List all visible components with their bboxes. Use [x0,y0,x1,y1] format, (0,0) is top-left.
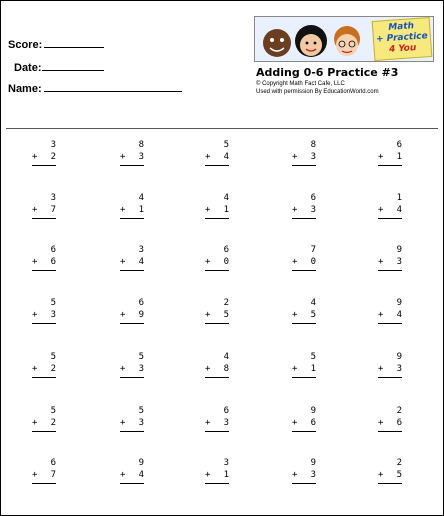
kid-eye [270,38,274,42]
answer-line[interactable] [378,165,402,166]
plus-sign: + [378,205,384,215]
bottom-addend: 2 [50,418,56,428]
plus-sign: + [205,152,211,162]
top-addend: 5 [223,140,229,150]
plus-sign: + [120,152,126,162]
date-label: Date: [14,62,42,74]
bottom-addend: 3 [396,257,402,267]
plus-sign: + [205,364,211,374]
plus-sign: + [292,257,298,267]
bottom-addend: 5 [310,310,316,320]
answer-line[interactable] [292,377,316,378]
answer-line[interactable] [205,218,229,219]
addition-problem [32,406,56,436]
plus-sign: + [120,310,126,320]
copyright-line: © Copyright Math Fact Cafe, LLC [256,81,345,87]
top-addend: 9 [396,298,402,308]
date-line[interactable] [42,70,104,71]
plus-sign: + [292,205,298,215]
bottom-addend: 3 [138,418,144,428]
answer-line[interactable] [292,431,316,432]
answer-line[interactable] [292,165,316,166]
bottom-addend: 4 [396,310,402,320]
answer-line[interactable] [32,270,56,271]
answer-line[interactable] [205,377,229,378]
addition-problem [205,458,229,488]
top-addend: 5 [138,406,144,416]
addition-problem [32,245,56,275]
top-addend: 5 [310,352,316,362]
top-addend: 9 [138,458,144,468]
addition-problem [32,352,56,382]
plus-sign: + [120,257,126,267]
bottom-addend: 1 [138,205,144,215]
top-addend: 8 [310,140,316,150]
plus-sign: + [292,310,298,320]
top-addend: 9 [396,352,402,362]
answer-line[interactable] [205,431,229,432]
bottom-addend: 4 [138,470,144,480]
top-addend: 6 [223,245,229,255]
kids-illustration [255,17,375,61]
math-practice-banner [254,16,434,62]
addition-problem [378,193,402,223]
answer-line[interactable] [378,323,402,324]
top-addend: 4 [138,193,144,203]
plus-sign: + [378,310,384,320]
top-addend: 4 [223,193,229,203]
answer-line[interactable] [378,270,402,271]
plus-sign: + [205,310,211,320]
plus-sign: + [32,310,38,320]
addition-problem [378,352,402,382]
bottom-addend: 7 [50,205,56,215]
addition-problem [205,298,229,328]
addition-problem [32,298,56,328]
addition-problem [120,140,144,170]
bottom-addend: 0 [223,257,229,267]
top-addend: 6 [50,458,56,468]
addition-problem [292,193,316,223]
plus-sign: + [378,257,384,267]
bottom-addend: 9 [138,310,144,320]
bottom-addend: 1 [223,470,229,480]
math-practice-logo [372,17,433,61]
answer-line[interactable] [120,483,144,484]
score-label: Score: [8,39,43,51]
permission-line: Used with permission By EducationWorld.com [256,89,379,95]
bottom-addend: 4 [396,205,402,215]
addition-problem [378,406,402,436]
plus-sign: + [292,470,298,480]
top-addend: 3 [50,193,56,203]
plus-sign: + [32,418,38,428]
plus-sign: + [292,418,298,428]
plus-sign: + [378,418,384,428]
addition-problem [205,193,229,223]
top-addend: 2 [396,406,402,416]
name-label: Name: [8,83,42,95]
answer-line[interactable] [292,218,316,219]
bottom-addend: 3 [223,418,229,428]
name-field [8,83,42,95]
answer-line[interactable] [378,377,402,378]
top-addend: 3 [223,458,229,468]
kid-face-2 [300,34,322,56]
answer-line[interactable] [292,323,316,324]
score-field [8,39,42,51]
bottom-addend: 5 [223,310,229,320]
bottom-addend: 3 [310,205,316,215]
plus-sign: + [205,205,211,215]
answer-line[interactable] [32,483,56,484]
answer-line[interactable] [120,377,144,378]
top-addend: 5 [50,352,56,362]
answer-line[interactable] [120,270,144,271]
plus-sign: + [378,364,384,374]
score-line[interactable] [44,47,104,48]
top-addend: 5 [138,352,144,362]
plus-sign: + [205,470,211,480]
plus-sign: + [120,470,126,480]
top-addend: 6 [396,140,402,150]
top-addend: 6 [50,245,56,255]
logo-line-2: + Practice [375,31,429,45]
bottom-addend: 2 [50,364,56,374]
addition-problem [292,458,316,488]
plus-sign: + [378,152,384,162]
top-addend: 6 [223,406,229,416]
addition-problem [378,298,402,328]
plus-sign: + [120,205,126,215]
addition-problem [120,352,144,382]
addition-problem [120,406,144,436]
plus-sign: + [120,364,126,374]
kid-eye [280,38,284,42]
bottom-addend: 6 [310,418,316,428]
answer-line[interactable] [32,431,56,432]
bottom-addend: 6 [396,418,402,428]
bottom-addend: 3 [138,364,144,374]
addition-problem [292,298,316,328]
plus-sign: + [120,418,126,428]
bottom-addend: 2 [50,152,56,162]
kid-face-1 [263,29,291,57]
addition-problem [378,458,402,488]
bottom-addend: 3 [310,152,316,162]
answer-line[interactable] [120,218,144,219]
answer-line[interactable] [378,431,402,432]
plus-sign: + [32,470,38,480]
addition-problem [120,458,144,488]
answer-line[interactable] [120,165,144,166]
kid-eye [306,42,309,45]
top-addend: 9 [310,458,316,468]
answer-line[interactable] [205,270,229,271]
plus-sign: + [292,152,298,162]
addition-problem [205,140,229,170]
answer-line[interactable] [205,483,229,484]
bottom-addend: 3 [396,364,402,374]
top-addend: 9 [310,406,316,416]
worksheet-title: Adding 0-6 Practice #3 [256,66,399,79]
answer-line[interactable] [32,323,56,324]
addition-problem [292,140,316,170]
top-addend: 2 [396,458,402,468]
plus-sign: + [32,152,38,162]
bottom-addend: 4 [223,152,229,162]
plus-sign: + [32,205,38,215]
header-divider [6,128,438,129]
bottom-addend: 3 [50,310,56,320]
top-addend: 8 [138,140,144,150]
name-line[interactable] [44,91,182,92]
answer-line[interactable] [120,323,144,324]
answer-line[interactable] [292,483,316,484]
plus-sign: + [32,257,38,267]
plus-sign: + [205,257,211,267]
top-addend: 5 [50,298,56,308]
addition-problem [205,406,229,436]
plus-sign: + [292,364,298,374]
bottom-addend: 3 [310,470,316,480]
answer-line[interactable] [205,323,229,324]
top-addend: 4 [310,298,316,308]
answer-line[interactable] [32,165,56,166]
date-field [14,62,42,74]
logo-line-1: Math [387,21,415,33]
addition-problem [205,352,229,382]
top-addend: 6 [138,298,144,308]
answer-line[interactable] [205,165,229,166]
answer-line[interactable] [292,270,316,271]
bottom-addend: 3 [138,152,144,162]
addition-problem [292,406,316,436]
bottom-addend: 8 [223,364,229,374]
top-addend: 3 [50,140,56,150]
bottom-addend: 1 [396,152,402,162]
addition-problem [205,245,229,275]
addition-problem [32,458,56,488]
top-addend: 5 [50,406,56,416]
answer-line[interactable] [120,431,144,432]
addition-problem [292,352,316,382]
top-addend: 4 [223,352,229,362]
bottom-addend: 5 [396,470,402,480]
kid-eye [314,42,317,45]
addition-problem [120,193,144,223]
addition-problem [378,140,402,170]
addition-problem [120,298,144,328]
addition-problem [120,245,144,275]
addition-problem [292,245,316,275]
bottom-addend: 1 [310,364,316,374]
plus-sign: + [205,418,211,428]
answer-line[interactable] [378,483,402,484]
answer-line[interactable] [32,377,56,378]
plus-sign: + [378,470,384,480]
top-addend: 6 [310,193,316,203]
logo-line-3: 4 You [388,43,417,55]
top-addend: 9 [396,245,402,255]
answer-line[interactable] [378,218,402,219]
addition-problem [378,245,402,275]
bottom-addend: 0 [310,257,316,267]
bottom-addend: 6 [50,257,56,267]
top-addend: 7 [310,245,316,255]
top-addend: 2 [223,298,229,308]
top-addend: 3 [138,245,144,255]
bottom-addend: 1 [223,205,229,215]
bottom-addend: 4 [138,257,144,267]
bottom-addend: 7 [50,470,56,480]
addition-problem [32,193,56,223]
plus-sign: + [32,364,38,374]
answer-line[interactable] [32,218,56,219]
addition-problem [32,140,56,170]
top-addend: 1 [396,193,402,203]
